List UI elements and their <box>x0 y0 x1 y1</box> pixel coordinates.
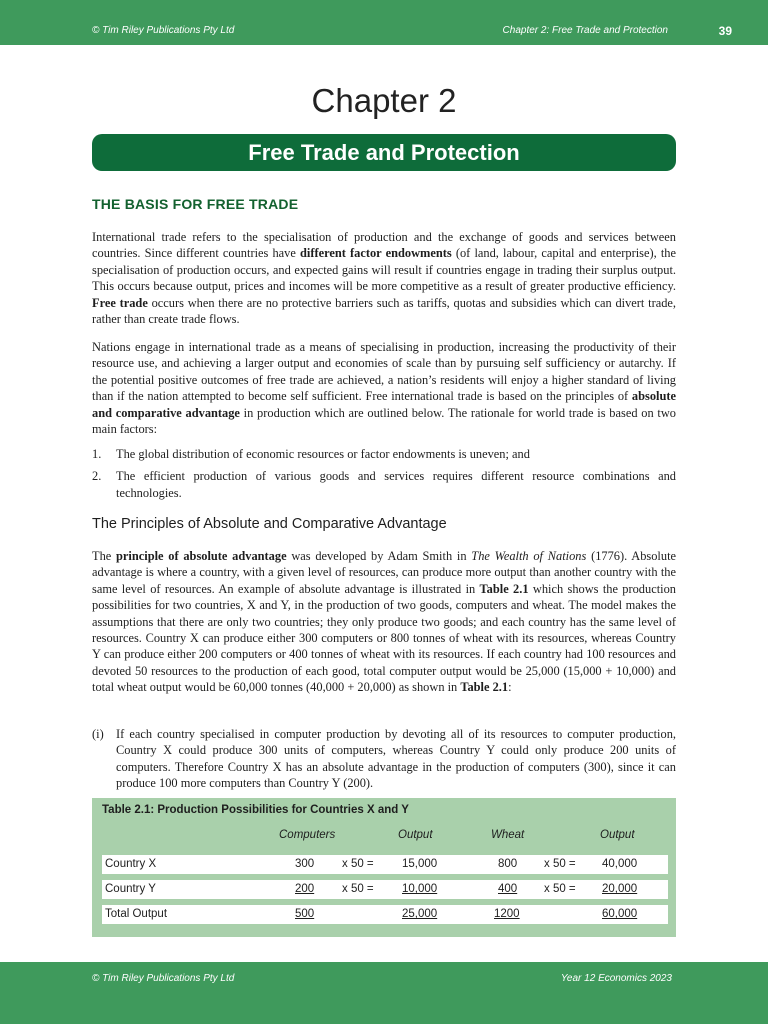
cell-output: 40,000 <box>602 858 638 870</box>
factors-list <box>92 446 676 507</box>
column-header: Wheat <box>491 829 525 841</box>
table-row <box>102 855 668 874</box>
subsection-paragraph: The principle of absolute advantage was developed by Adam Smith in The Wealth of Nations (1776). Absolute advantage is where a country, with a given level of resources, can produce more output than another country with the same level of resources. An example of absolute advantage is illustrated in Table 2.1 which shows the production possibilities for two countries, X and Y, in the production of two goods, computers and wheat. The model makes the assumptions that there are only two countries; they only produce two goods; and each country has the same level of resources. Country X can produce either 300 computers or 800 tonnes of wheat with its resources, whereas Country Y can produce either 200 computers or 400 tonnes of wheat with its resources. If each country had 100 resources and devoted 50 resources to the production of each good, total computer output would be 25,000 (15,000 + 10,000) and total wheat output would be 60,000 tonnes (40,000 + 20,000) as shown in Table 2.1: <box>92 549 677 695</box>
cell-multiplier: x 50 = <box>544 883 576 895</box>
cell-multiplier: x 50 = <box>544 858 576 870</box>
cell-wheat: 400 <box>498 883 518 895</box>
production-table <box>92 798 676 937</box>
absolute-advantage-list <box>92 726 676 798</box>
list-item: (i) If each country specialised in computer production by devoting all of its resources to computer production, Country X could produce 300 units of computers, whereas Country Y could only produce 200 units of computers. Therefore Country X has an absolute advantage in the production of computers (300), since it can produce 100 more computers than Country Y (200). <box>92 727 676 791</box>
column-header: Computers <box>279 829 336 841</box>
row-label: Total Output <box>105 908 168 920</box>
row-label: Country X <box>105 858 157 870</box>
cell-output: 20,000 <box>602 883 638 895</box>
cell-computers: 300 <box>295 858 315 870</box>
footer-copyright: © Tim Riley Publications Pty Ltd <box>92 973 235 984</box>
chapter-title-banner: Free Trade and Protection <box>92 134 676 171</box>
footer-edition: Year 12 Economics 2023 <box>560 973 672 984</box>
cell-computers: 500 <box>295 908 315 920</box>
header-chapter-ref: Chapter 2: Free Trade and Protection <box>502 25 668 36</box>
cell-computers: 200 <box>295 883 315 895</box>
cell-output: 10,000 <box>402 883 438 895</box>
chapter-label: Chapter 2 <box>311 82 457 119</box>
section-paragraph-1: International trade refers to the specialisation of production and the exchange of goods and services between countries. Since different countries have different factor endowments (of land, labour, capital and enterprise), the specialisation of production occurs, and expected gains will result if countries engage in trading their surplus output. This occurs because output, prices and incomes will be more competitive as a result of greater productive efficiency. Free trade occurs when there are no protective barriers such as tariffs, quotas and subsidies which can divert trade, rather than create trade flows. <box>92 230 676 327</box>
page-header <box>0 0 768 45</box>
cell-output: 15,000 <box>402 858 438 870</box>
subsection-heading: The Principles of Absolute and Comparative Advantage <box>92 516 447 532</box>
list-item: 2. The efficient production of various goods and services requires different resource combinations and technologies. <box>92 469 676 500</box>
list-item: 1. The global distribution of economic resources or factor endowments is uneven; and <box>92 447 530 461</box>
row-label: Country Y <box>105 883 156 895</box>
column-header: Output <box>398 829 433 841</box>
page-footer <box>0 962 768 1024</box>
cell-output: 25,000 <box>402 908 438 920</box>
column-header: Output <box>600 829 635 841</box>
section-heading: THE BASIS FOR FREE TRADE <box>92 196 299 212</box>
page-number: 39 <box>718 24 732 38</box>
table-caption: Table 2.1: Production Possibilities for Countries X and Y <box>102 804 409 816</box>
cell-output: 60,000 <box>602 908 638 920</box>
header-copyright: © Tim Riley Publications Pty Ltd <box>92 25 235 36</box>
cell-multiplier: x 50 = <box>342 883 374 895</box>
table-row <box>102 905 668 924</box>
table-row <box>102 880 668 899</box>
section-paragraph-2: Nations engage in international trade as a means of specialising in production, increasing the productivity of their resource use, and achieving a larger output and economies of scale than by pursuing self sufficiency or autarchy. If the potential positive outcomes of free trade are achieved, a nation’s residents will enjoy a higher standard of living than if the nation attempted to become self sufficient. Free international trade is based on the principles of absolute and comparative advantage in production which are outlined below. The rationale for world trade is based on two main factors: <box>92 340 676 437</box>
cell-wheat: 800 <box>498 858 518 870</box>
cell-multiplier: x 50 = <box>342 858 374 870</box>
cell-wheat: 1200 <box>494 908 520 920</box>
